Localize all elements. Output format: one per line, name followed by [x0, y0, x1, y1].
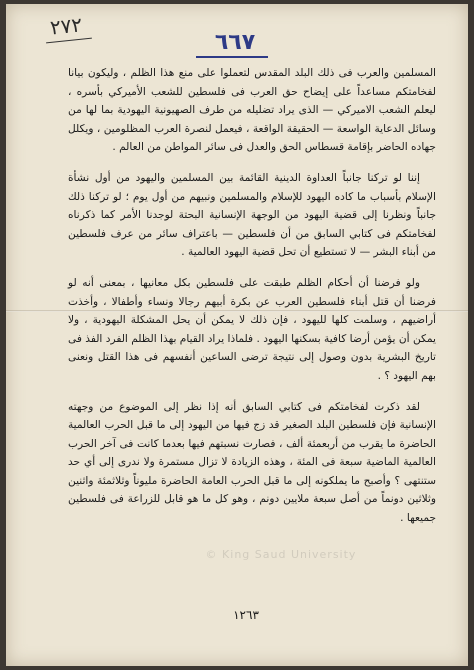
watermark: © King Saud University — [205, 548, 357, 561]
paragraph-1: المسلمين والعرب فى ذلك البلد المقدس لتعملوا على منع هذا الظلم ، وليكون بيانا لفخامتكم مساعداً على إيضاح حق العرب فى فلسطين للشعب الأميركي بأسره ، ليعلم الشعب الاميركي — الذى يراد تضليله من طرف الصهيونية اليهودية بما لها من وسائل الدعاية الواسعة — الحقيقة الواقعة ، فيعمل لنصرة العرب المظلومين ، ويكلل جهاده الحاضر بإقامة قسطاس الحق والعدل فى سائر المواطن من العالم . — [68, 67, 436, 154]
top-number-underline — [196, 56, 268, 58]
paragraph-3: ولو فرضنا أن أحكام الظلم طبقت على فلسطين بكل معانيها ، بمعنى أنه لو فرضنا أن قتل أبناء فلسطين العرب عن بكرة أبيهم رجالا ونساء وأطفالا ، وأخذت أراضيهم ، وسلمت كلها لليهود ، فإن ذلك لا يمكن أن يحل المشكلة اليهودية ، ولا يمكن أن يؤمن أرضا كافية بسكنها اليهود . فلماذا يراد القيام بهذا الظلم الفرد الفذ فى تاريخ البشرية بدون وصول إلى نتيجة ترضى الساعين أنفسهم فى هذا القتل ونعنى بهم اليهود ؟ . — [68, 276, 436, 382]
page-number: ١٢٦٣ — [233, 608, 259, 622]
paragraph-4: لقد ذكرت لفخامتكم فى كتابي السابق أنه إذا نظر إلى الموضوع من وجهته الإنسانية فإن فلسطين البلد الصغير قد زج فيها من اليهود إلى ما قبل الحرب العالمية الحاضرة ما يقرب من أربعمئة ألف ، فصارت نسبتهم فيها بعدما كانت فى آخر الحرب العالمية الماضية سبعة فى المئة ، وهذه الزيادة لا تزال مستمرة ولا ندرى إلى أي حد ستنتهى ؟ وأصبح ما يملكونه إلى ما قبل الحرب العامة الحاضرة مليوناً وثلاثمئة واثنين وثلاثين دونماً من أصل سبعة ملايين دونم ، وهو كل ما هو قابل للزراعة فى فلسطين جميعها . — [68, 400, 436, 525]
document-page — [6, 4, 468, 666]
corner-page-number: ٢٧٢ — [48, 12, 84, 40]
letter-body — [68, 64, 436, 540]
paragraph-2: إننا لو تركنا جانباً العداوة الدينية القائمة بين المسلمين واليهود من أول نشأة الإسلام بأسباب ما كاده اليهود للإسلام والمسلمين ونبيهم من أول يوم ؛ لو تركنا ذلك جانباً ونظرنا إلى قضية اليهود من الوجهة الإنسانية البحتة لوجدنا الأمر كما ذكرناه لفخامتكم فى كتابي السابق من أن فلسطين — باعتراف سائر من عرف فلسطين من أبناء البشر — لا تستطيع أن تحل قضية اليهود العالمية . — [68, 171, 436, 259]
top-document-number: ٦٦٧ — [214, 30, 256, 55]
